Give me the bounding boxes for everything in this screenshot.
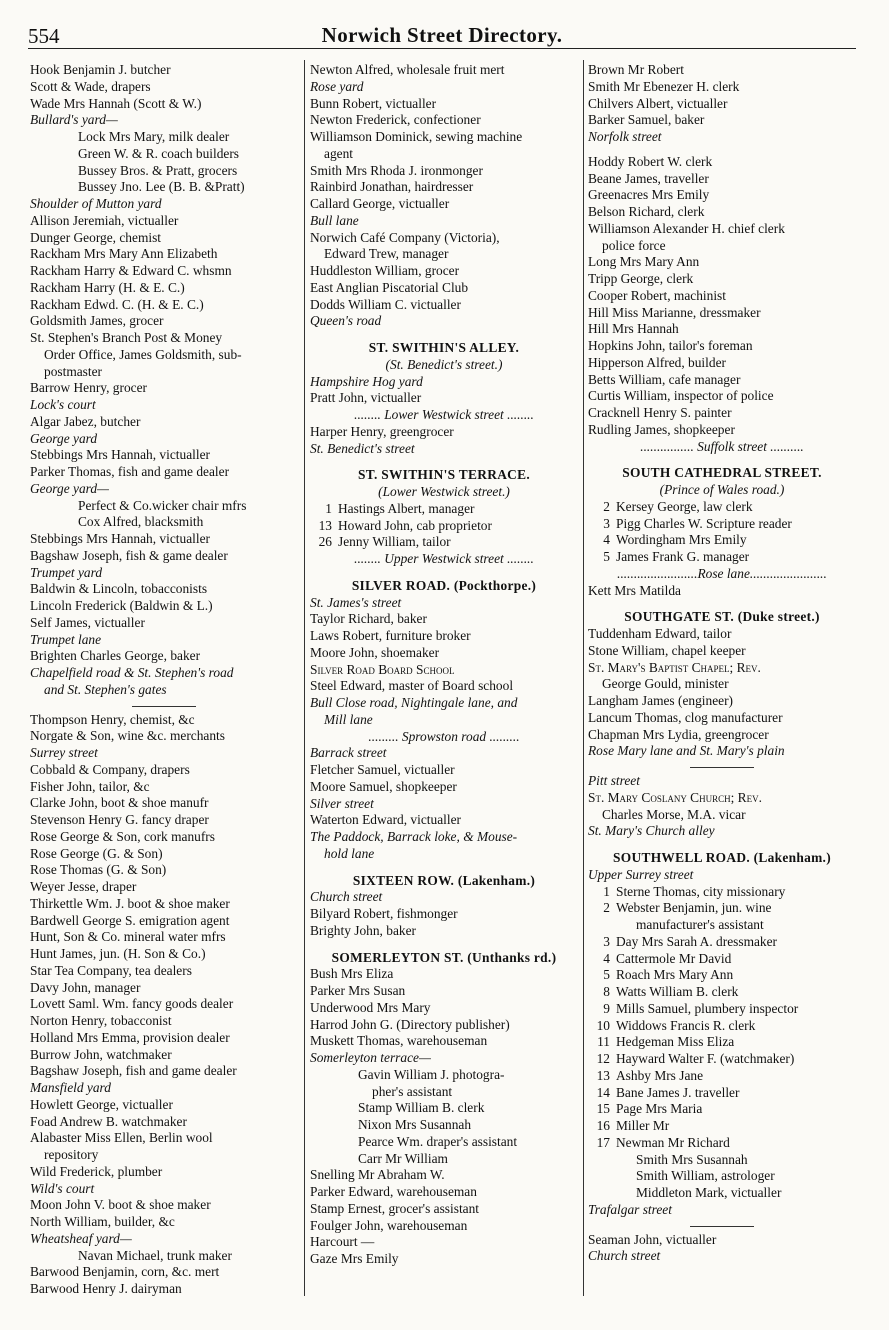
directory-entry xyxy=(310,518,578,535)
directory-entry: Cox Alfred, blacksmith xyxy=(78,514,204,530)
directory-entry: Long Mrs Mary Ann xyxy=(588,254,700,270)
street-reference: Rose Mary lane and St. Mary's plain xyxy=(588,743,785,759)
directory-entry: Norgate & Son, wine &c. merchants xyxy=(30,728,225,744)
directory-entry: Wade Mrs Hannah (Scott & W.) xyxy=(30,95,202,111)
entry-text: Watts William B. clerk xyxy=(616,984,739,999)
directory-entry: manufacturer's assistant xyxy=(636,917,764,932)
directory-entry: Pearce Wm. draper's assistant xyxy=(358,1133,518,1149)
directory-entry xyxy=(588,1034,856,1051)
directory-entry: Dodds William C. victualler xyxy=(310,296,461,312)
entry-text: Cattermole Mr David xyxy=(616,950,732,966)
directory-entry: Gaze Mrs Emily xyxy=(310,1251,399,1266)
directory-entry: Fletcher Samuel, victualler xyxy=(310,762,455,777)
directory-entry: Lincoln Frederick (Baldwin & L.) xyxy=(30,598,213,613)
section-rule xyxy=(690,767,754,768)
directory-entry: Moore Samuel, shopkeeper xyxy=(310,778,457,794)
directory-entry: Gavin William J. photogra- xyxy=(358,1066,505,1082)
house-number: 2 xyxy=(603,498,610,514)
entry-text: Ashby Mrs Jane xyxy=(616,1067,704,1083)
house-number: 17 xyxy=(596,1134,610,1150)
directory-entry: Charles Morse, M.A. vicar xyxy=(602,806,746,822)
street-reference: hold lane xyxy=(324,845,375,861)
street-reference: St. James's street xyxy=(310,594,402,610)
directory-entry: Bardwell George S. emigration agent xyxy=(30,912,230,928)
house-number: 1 xyxy=(603,883,610,899)
street-subheading: (Lower Westwick street.) xyxy=(378,484,510,499)
street-subheading: (St. Benedict's street.) xyxy=(385,356,503,372)
directory-entry: Howlett George, victualler xyxy=(30,1096,173,1112)
entry-text: Hedgeman Miss Eliza xyxy=(616,1034,735,1050)
directory-entry: Hunt, Son & Co. mineral water mfrs xyxy=(30,929,226,945)
directory-entry: Taylor Richard, baker xyxy=(310,611,427,627)
directory-entry: Pratt John, victualler xyxy=(310,390,422,406)
directory-entry: Cracknell Henry S. painter xyxy=(588,405,732,420)
entry-text: Jenny William, tailor xyxy=(338,534,451,550)
directory-entry: Stamp Ernest, grocer's assistant xyxy=(310,1200,480,1216)
street-reference: Somerleyton terrace— xyxy=(310,1050,431,1065)
directory-entry: Rainbird Jonathan, hairdresser xyxy=(310,179,474,195)
entry-text: Roach Mrs Mary Ann xyxy=(616,967,734,983)
house-number: 12 xyxy=(596,1051,610,1066)
directory-entry xyxy=(588,900,856,917)
directory-entry xyxy=(588,1101,856,1118)
street-heading: ST. SWITHIN'S ALLEY. xyxy=(368,340,520,355)
directory-entry: Hill Mrs Hannah xyxy=(588,321,679,337)
directory-entry: Belson Richard, clerk xyxy=(588,204,705,219)
directory-entry: Foulger John, warehouseman xyxy=(310,1217,468,1233)
directory-entry: repository xyxy=(44,1147,99,1162)
directory-entry: Middleton Mark, victualler xyxy=(636,1185,782,1200)
directory-entry: Brighten Charles George, baker xyxy=(30,648,201,664)
street-reference: Bull lane xyxy=(310,212,359,228)
directory-entry: Foad Andrew B. watchmaker xyxy=(30,1113,187,1129)
directory-entry: St. Stephen's Branch Post & Money xyxy=(30,330,223,345)
directory-entry: Navan Michael, trunk maker xyxy=(78,1247,232,1263)
directory-entry: Williamson Dominick, sewing machine xyxy=(310,129,523,144)
column-divider xyxy=(583,60,584,1296)
directory-entry: George Gould, minister xyxy=(602,676,729,692)
directory-entry xyxy=(588,1085,856,1102)
directory-entry xyxy=(588,1018,856,1035)
directory-entry: Bussey Jno. Lee (B. B. &Pratt) xyxy=(78,179,245,195)
street-reference: Trumpet yard xyxy=(30,564,103,580)
directory-entry: Norton Henry, tobacconist xyxy=(30,1013,172,1028)
street-reference: Wild's court xyxy=(30,1180,95,1196)
spacer xyxy=(588,146,856,154)
directory-entry: Stebbings Mrs Hannah, victualler xyxy=(30,531,210,546)
street-reference: Mill lane xyxy=(324,711,373,727)
directory-entry: Bagshaw Joseph, fish and game dealer xyxy=(30,1063,237,1079)
header-rule xyxy=(28,48,856,49)
running-title: Norwich Street Directory. xyxy=(321,23,563,47)
house-number: 5 xyxy=(603,967,610,983)
cross-street-marker: ........ Upper Westwick street ........ xyxy=(354,551,534,566)
street-reference: Silver street xyxy=(310,795,374,811)
directory-entry: Snelling Mr Abraham W. xyxy=(310,1167,445,1183)
directory-entry: Barker Samuel, baker xyxy=(588,112,705,128)
directory-entry: Smith Mr Ebenezer H. clerk xyxy=(588,78,740,94)
directory-entry: Laws Robert, furniture broker xyxy=(310,628,471,643)
directory-entry: Hook Benjamin J. butcher xyxy=(30,62,171,77)
directory-entry: East Anglian Piscatorial Club xyxy=(310,279,469,295)
house-number: 4 xyxy=(603,532,610,548)
directory-entry: Newton Frederick, confectioner xyxy=(310,112,481,128)
directory-entry: Rackham Harry (H. & E. C.) xyxy=(30,279,185,295)
directory-entry: Hopkins John, tailor's foreman xyxy=(588,338,753,353)
directory-entry: Bush Mrs Eliza xyxy=(310,966,394,982)
directory-entry: Thompson Henry, chemist, &c xyxy=(30,711,195,727)
entry-text: Newman Mr Richard xyxy=(616,1134,730,1150)
entry-text: Kersey George, law clerk xyxy=(616,498,753,514)
directory-entry: Weyer Jesse, draper xyxy=(30,879,137,894)
section-rule xyxy=(132,706,196,707)
directory-entry xyxy=(588,1051,856,1068)
directory-entry: Silver Road Board School xyxy=(310,661,455,677)
directory-entry xyxy=(310,534,578,551)
directory-entry: Alabaster Miss Ellen, Berlin wool xyxy=(30,1130,213,1146)
directory-entry xyxy=(588,499,856,516)
directory-entry: Harper Henry, greengrocer xyxy=(310,423,454,439)
directory-entry: Lancum Thomas, clog manufacturer xyxy=(588,709,783,725)
entry-text: James Frank G. manager xyxy=(616,549,750,564)
directory-entry xyxy=(588,1118,856,1135)
directory-entry: Burrow John, watchmaker xyxy=(30,1046,172,1062)
directory-entry xyxy=(588,967,856,984)
cross-street-marker: ................ Suffolk street .......... xyxy=(640,438,804,454)
directory-entry: Stebbings Mrs Hannah, victualler xyxy=(30,447,210,463)
directory-entry xyxy=(588,934,856,951)
directory-entry: North William, builder, &c xyxy=(30,1214,175,1229)
directory-entry: Clarke John, boot & shoe manufr xyxy=(30,795,209,811)
directory-entry: St. Mary Coslany Church; Rev. xyxy=(588,789,762,805)
directory-entry: Stamp William B. clerk xyxy=(358,1100,485,1116)
directory-entry: Harcourt — xyxy=(310,1234,375,1250)
directory-entry: Parker Mrs Susan xyxy=(310,983,406,998)
directory-entry: Chapman Mrs Lydia, greengrocer xyxy=(588,726,769,742)
directory-entry: Parker Thomas, fish and game dealer xyxy=(30,464,230,479)
street-reference: Shoulder of Mutton yard xyxy=(30,196,162,211)
directory-entry xyxy=(588,516,856,533)
house-number: 13 xyxy=(318,517,332,533)
directory-entry: Fisher John, tailor, &c xyxy=(30,778,150,794)
directory-entry: Nixon Mrs Susannah xyxy=(358,1117,472,1132)
street-heading: SOMERLEYTON ST. (Unthanks rd.) xyxy=(331,949,557,965)
directory-entry: Hunt James, jun. (H. Son & Co.) xyxy=(30,946,206,961)
directory-entry: Carr Mr William xyxy=(358,1150,448,1166)
street-subheading: (Prince of Wales road.) xyxy=(659,482,785,497)
entry-text: Pigg Charles W. Scripture reader xyxy=(616,515,792,531)
directory-entry: Davy John, manager xyxy=(30,979,141,995)
directory-entry: Hoddy Robert W. clerk xyxy=(588,153,713,169)
directory-entry: Moon John V. boot & shoe maker xyxy=(30,1197,211,1213)
directory-entry: Brighty John, baker xyxy=(310,922,416,938)
entry-text: Mills Samuel, plumbery inspector xyxy=(616,1000,799,1016)
house-number: 3 xyxy=(603,933,610,949)
street-heading: SOUTHWELL ROAD. (Lakenham.) xyxy=(613,850,831,865)
directory-entry: Smith Mrs Rhoda J. ironmonger xyxy=(310,162,483,178)
street-reference: Rose yard xyxy=(310,78,364,94)
directory-entry: Allison Jeremiah, victualler xyxy=(30,212,179,228)
directory-entry: Norwich Café Company (Victoria), xyxy=(310,229,500,245)
directory-entry: Brown Mr Robert xyxy=(588,62,684,77)
directory-entry: Rose George (G. & Son) xyxy=(30,845,163,861)
directory-entry: Steel Edward, master of Board school xyxy=(310,678,514,694)
entry-text: Page Mrs Maria xyxy=(616,1101,703,1117)
street-reference: and St. Stephen's gates xyxy=(44,681,167,697)
street-heading: ST. SWITHIN'S TERRACE. xyxy=(357,467,531,483)
directory-entry: Perfect & Co.wicker chair mfrs xyxy=(78,497,247,513)
directory-entry: Underwood Mrs Mary xyxy=(310,999,431,1015)
directory-entry: Huddleston William, grocer xyxy=(310,263,460,278)
street-reference: Church street xyxy=(310,889,383,905)
directory-entry: Rackham Mrs Mary Ann Elizabeth xyxy=(30,246,218,262)
directory-entry: Barrow Henry, grocer xyxy=(30,380,147,396)
street-heading: SIXTEEN ROW. (Lakenham.) xyxy=(352,872,536,888)
house-number: 8 xyxy=(603,984,610,999)
directory-entry xyxy=(588,1068,856,1085)
street-reference: George yard— xyxy=(30,480,109,496)
directory-entry: Hill Miss Marianne, dressmaker xyxy=(588,304,761,320)
directory-entry: Green W. & R. coach builders xyxy=(78,145,240,161)
street-reference: Barrack street xyxy=(310,745,387,761)
directory-entry: Wild Frederick, plumber xyxy=(30,1163,163,1179)
house-number: 2 xyxy=(603,900,610,916)
street-heading: SOUTH CATHEDRAL STREET. xyxy=(622,465,822,481)
entry-text: Wordingham Mrs Emily xyxy=(616,532,747,548)
directory-entry xyxy=(588,1001,856,1018)
directory-entry xyxy=(588,951,856,968)
directory-entry: Edward Trew, manager xyxy=(324,246,449,262)
street-reference: St. Benedict's street xyxy=(310,440,415,456)
street-reference: Chapelfield road & St. Stephen's road xyxy=(30,665,234,680)
directory-entry xyxy=(588,984,856,1001)
column-divider xyxy=(304,60,305,1296)
directory-entry: Langham James (engineer) xyxy=(588,693,734,708)
entry-text: Howard John, cab proprietor xyxy=(338,517,492,533)
directory-entry: Barwood Henry J. dairyman xyxy=(30,1281,182,1296)
directory-entry: Seaman John, victualler xyxy=(588,1231,717,1247)
directory-entry: Hipperson Alfred, builder xyxy=(588,354,726,370)
directory-entry: Rackham Edwd. C. (H. & E. C.) xyxy=(30,296,204,312)
street-reference: Mansfield yard xyxy=(30,1080,111,1095)
street-reference: George yard xyxy=(30,430,98,446)
street-reference: St. Mary's Church alley xyxy=(588,823,715,839)
directory-entry: Barwood Benjamin, corn, &c. mert xyxy=(30,1264,220,1280)
directory-entry: Bussey Bros. & Pratt, grocers xyxy=(78,162,238,178)
directory-entry: Kett Mrs Matilda xyxy=(588,582,681,598)
directory-entry: Star Tea Company, tea dealers xyxy=(30,962,192,978)
section-rule xyxy=(690,1226,754,1227)
directory-entry: Algar Jabez, butcher xyxy=(30,413,141,429)
directory-entry: Dunger George, chemist xyxy=(30,229,162,245)
entry-text: Miller Mr xyxy=(616,1118,670,1133)
column-2 xyxy=(310,62,578,1268)
directory-entry: St. Mary's Baptist Chapel; Rev. xyxy=(588,659,761,675)
directory-entry: Bunn Robert, victualler xyxy=(310,95,437,111)
street-reference: Trafalgar street xyxy=(588,1201,672,1217)
house-number: 11 xyxy=(597,1034,610,1050)
cross-street-marker: ......... Sprowston road ......... xyxy=(368,728,520,744)
house-number: 16 xyxy=(596,1118,610,1133)
column-3 xyxy=(588,62,856,1265)
directory-entry: Stone William, chapel keeper xyxy=(588,642,746,658)
page-header xyxy=(28,20,856,50)
street-reference: Surrey street xyxy=(30,745,98,760)
directory-entry: Betts William, cafe manager xyxy=(588,371,741,387)
entry-text: Hastings Albert, manager xyxy=(338,500,475,516)
directory-entry: Stevenson Henry G. fancy draper xyxy=(30,812,209,827)
street-reference: Lock's court xyxy=(30,397,96,412)
directory-entry: Bagshaw Joseph, fish & game dealer xyxy=(30,547,228,563)
directory-entry: Moore John, shoemaker xyxy=(310,644,440,660)
directory-entry xyxy=(588,884,856,901)
directory-entry: postmaster xyxy=(44,363,103,379)
directory-entry: Goldsmith James, grocer xyxy=(30,313,164,329)
page-number: 554 xyxy=(28,24,60,48)
house-number: 26 xyxy=(318,534,332,550)
directory-entry: Cobbald & Company, drapers xyxy=(30,761,190,777)
entry-text: Webster Benjamin, jun. wine xyxy=(616,900,772,916)
street-reference: Norfolk street xyxy=(588,129,662,144)
directory-entry: Holland Mrs Emma, provision dealer xyxy=(30,1029,230,1045)
directory-entry xyxy=(588,549,856,566)
directory-entry: Tuddenham Edward, tailor xyxy=(588,626,732,641)
entry-text: Sterne Thomas, city missionary xyxy=(616,883,786,899)
street-reference: Queen's road xyxy=(310,313,382,329)
cross-street-marker: ........................Rose lane....................... xyxy=(617,565,827,581)
house-number: 5 xyxy=(603,549,610,564)
directory-entry: agent xyxy=(324,145,353,161)
street-reference: Bull Close road, Nightingale lane, and xyxy=(310,695,518,710)
directory-entry: Parker Edward, warehouseman xyxy=(310,1184,477,1199)
directory-entry: Greenacres Mrs Emily xyxy=(588,187,710,203)
directory-entry: pher's assistant xyxy=(372,1083,453,1099)
directory-entry: Order Office, James Goldsmith, sub- xyxy=(44,346,242,362)
directory-entry: Scott & Wade, drapers xyxy=(30,78,151,94)
house-number: 14 xyxy=(596,1084,610,1100)
directory-entry: Lovett Saml. Wm. fancy goods dealer xyxy=(30,996,234,1012)
directory-entry: Rose Thomas (G. & Son) xyxy=(30,862,167,878)
directory-entry xyxy=(588,1135,856,1152)
house-number: 13 xyxy=(596,1067,610,1083)
directory-entry: Smith William, astrologer xyxy=(636,1168,775,1184)
directory-entry: Rudling James, shopkeeper xyxy=(588,421,735,437)
directory-entry: Chilvers Albert, victualler xyxy=(588,95,728,111)
directory-entry: Baldwin & Lincoln, tobacconists xyxy=(30,581,208,597)
directory-entry: Callard George, victualler xyxy=(310,196,450,211)
directory-entry: Beane James, traveller xyxy=(588,170,709,186)
street-reference: Hampshire Hog yard xyxy=(310,373,423,389)
entry-text: Day Mrs Sarah A. dressmaker xyxy=(616,933,778,949)
entry-text: Bane James J. traveller xyxy=(616,1084,740,1100)
directory-entry: police force xyxy=(602,237,666,253)
street-reference: Wheatsheaf yard— xyxy=(30,1230,132,1246)
entry-text: Hayward Walter F. (watchmaker) xyxy=(616,1051,795,1066)
directory-entry xyxy=(310,501,578,518)
directory-entry: Lock Mrs Mary, milk dealer xyxy=(78,129,230,144)
directory-entry: Waterton Edward, victualler xyxy=(310,812,461,828)
street-reference: Church street xyxy=(588,1248,661,1264)
directory-entry: Curtis William, inspector of police xyxy=(588,388,774,404)
column-1 xyxy=(30,62,298,1298)
house-number: 1 xyxy=(325,500,332,516)
street-reference: The Paddock, Barrack loke, & Mouse- xyxy=(310,829,518,844)
house-number: 15 xyxy=(596,1101,610,1117)
directory-entry: Thirkettle Wm. J. boot & shoe maker xyxy=(30,895,230,911)
house-number: 9 xyxy=(603,1000,610,1016)
house-number: 4 xyxy=(603,950,610,966)
street-heading: SILVER ROAD. (Pockthorpe.) xyxy=(351,577,537,593)
directory-entry: Muskett Thomas, warehouseman xyxy=(310,1033,488,1049)
street-reference: Upper Surrey street xyxy=(588,866,694,882)
directory-entry: Bilyard Robert, fishmonger xyxy=(310,906,458,921)
street-reference: Trumpet lane xyxy=(30,631,102,647)
directory-entry: Smith Mrs Susannah xyxy=(636,1151,748,1167)
directory-entry: Rackham Harry & Edward C. whsmn xyxy=(30,263,232,278)
directory-entry: Williamson Alexander H. chief clerk xyxy=(588,220,785,236)
directory-entry: Self James, victualler xyxy=(30,614,145,630)
directory-entry: Cooper Robert, machinist xyxy=(588,287,726,303)
street-heading: SOUTHGATE ST. (Duke street.) xyxy=(624,609,820,625)
directory-entry: Tripp George, clerk xyxy=(588,271,694,286)
house-number: 10 xyxy=(596,1017,610,1033)
directory-entry: Newton Alfred, wholesale fruit mert xyxy=(310,62,505,77)
directory-entry: Rose George & Son, cork manufrs xyxy=(30,828,215,844)
street-reference: Bullard's yard— xyxy=(30,112,118,128)
directory-entry xyxy=(588,532,856,549)
house-number: 3 xyxy=(603,515,610,531)
cross-street-marker: ........ Lower Westwick street ........ xyxy=(354,407,534,422)
entry-text: Widdows Francis R. clerk xyxy=(616,1017,756,1033)
directory-entry: Harrod John G. (Directory publisher) xyxy=(310,1016,510,1032)
street-reference: Pitt street xyxy=(588,773,640,788)
